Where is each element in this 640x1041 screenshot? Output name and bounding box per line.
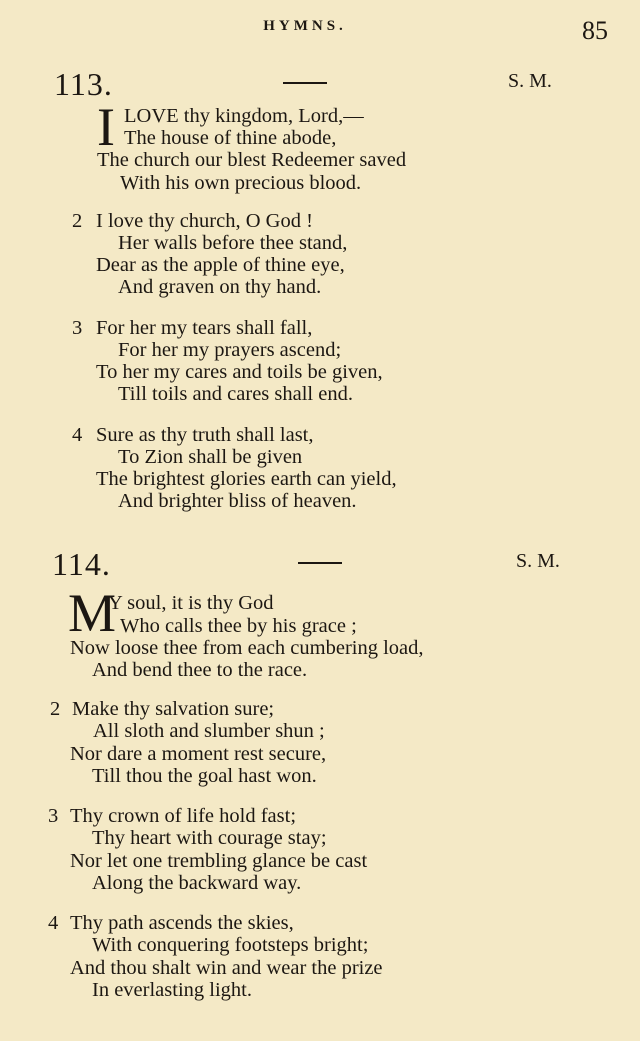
hymn-line: The church our blest Redeemer saved	[97, 149, 407, 171]
hymn-line: And thou shalt win and wear the prize	[70, 957, 383, 979]
drop-cap: I	[97, 97, 115, 157]
hymn-line: Nor let one trembling glance be cast	[70, 850, 368, 872]
stanza-number: 4	[72, 424, 83, 446]
hymn-line: To her my cares and toils be given,	[96, 361, 383, 383]
stanza-number: 3	[48, 805, 59, 827]
hymn-line: Make thy salvation sure;	[72, 698, 275, 720]
hymn-line: Y soul, it is thy God	[108, 592, 274, 614]
drop-cap: M	[68, 583, 117, 643]
hymn-line: Who calls thee by his grace ;	[120, 615, 357, 637]
hymn-line: In everlasting light.	[92, 979, 252, 1001]
hymn-line: For her my tears shall fall,	[96, 317, 313, 339]
hymn-line: Dear as the apple of thine eye,	[96, 254, 345, 276]
hymn-line: All sloth and slumber shun ;	[93, 720, 325, 742]
page-number: 85	[582, 16, 608, 45]
hymn-meter: S. M.	[516, 550, 560, 572]
hymn-line: Thy heart with courage stay;	[92, 827, 327, 849]
hymn-number: 114.	[52, 546, 111, 582]
hymn-line: Her walls before thee stand,	[118, 232, 348, 254]
hymn-line: And graven on thy hand.	[118, 276, 322, 298]
hymn-line: The house of thine abode,	[124, 127, 337, 149]
stanza-number: 4	[48, 912, 59, 934]
hymn-line: To Zion shall be given	[118, 446, 303, 468]
hymn-dash	[283, 82, 327, 84]
running-head: HYMNS.	[263, 18, 347, 34]
hymn-line: And brighter bliss of heaven.	[118, 490, 357, 512]
hymn-line: LOVE thy kingdom, Lord,—	[124, 105, 364, 127]
hymn-line: Sure as thy truth shall last,	[96, 424, 314, 446]
hymn-line: Nor dare a moment rest secure,	[70, 743, 327, 765]
hymn-line: Along the backward way.	[92, 872, 302, 894]
hymn-line: I love thy church, O God !	[96, 210, 313, 232]
hymn-number: 113.	[54, 66, 113, 102]
hymn-line: And bend thee to the race.	[92, 659, 308, 681]
hymn-dash	[298, 562, 342, 564]
hymn-line: For her my prayers ascend;	[118, 339, 342, 361]
stanza-number: 3	[72, 317, 83, 339]
hymn-meter: S. M.	[508, 70, 552, 92]
hymn-line: The brightest glories earth can yield,	[96, 468, 397, 490]
stanza-number: 2	[50, 698, 61, 720]
hymn-line: With conquering footsteps bright;	[92, 934, 369, 956]
hymn-line: Thy path ascends the skies,	[70, 912, 294, 934]
hymn-line: Now loose thee from each cumbering load,	[70, 637, 424, 659]
hymn-line: Till toils and cares shall end.	[118, 383, 353, 405]
hymn-line: Thy crown of life hold fast;	[70, 805, 297, 827]
stanza-number: 2	[72, 210, 83, 232]
hymn-line: With his own precious blood.	[120, 172, 362, 194]
hymn-line: Till thou the goal hast won.	[92, 765, 317, 787]
